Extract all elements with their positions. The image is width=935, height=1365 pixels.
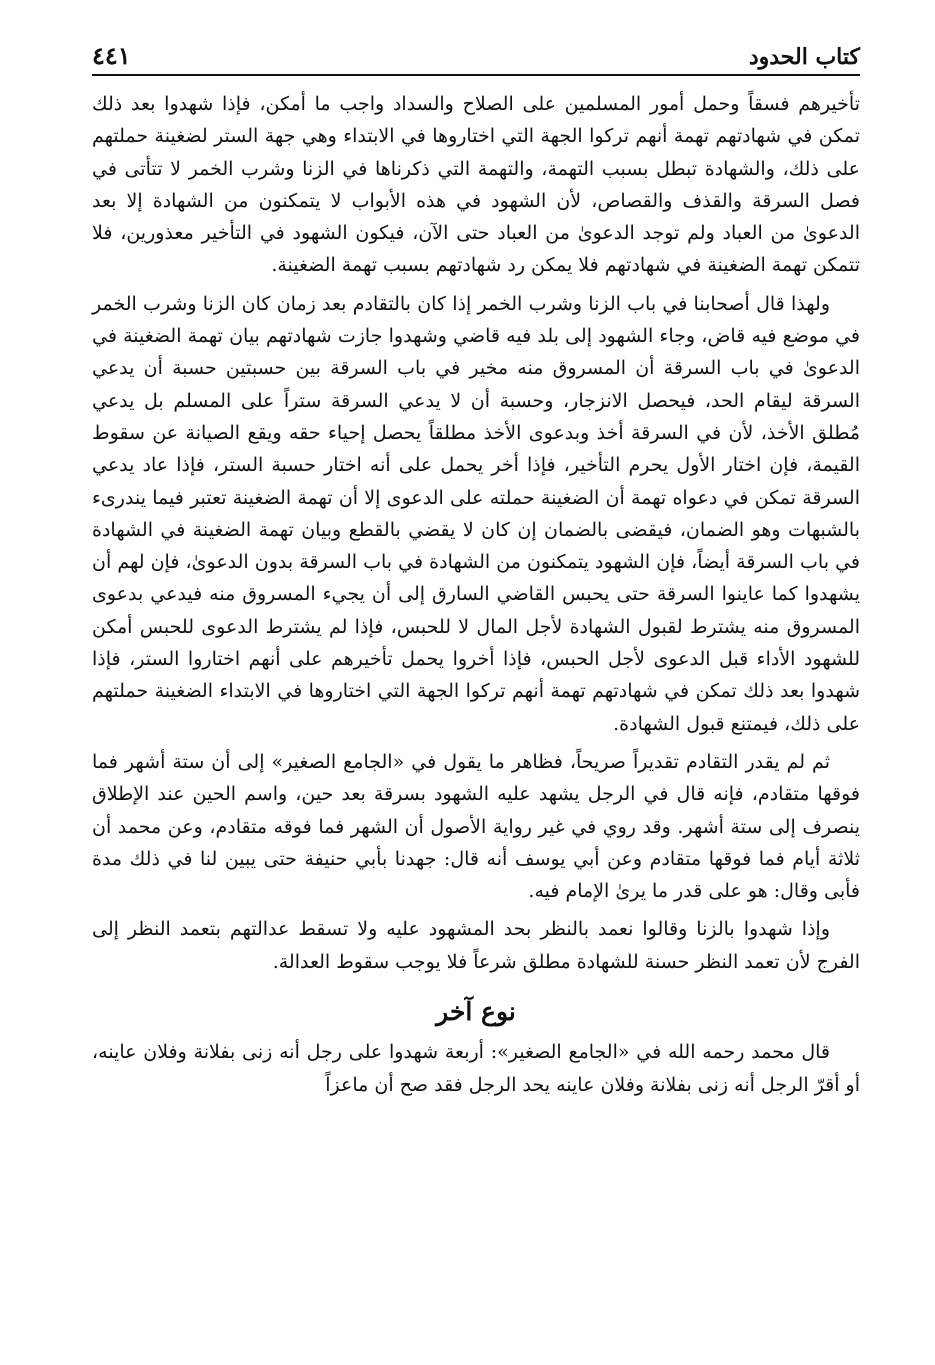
section-heading: نوع آخر xyxy=(436,997,516,1027)
paragraph: تأخيرهم فسقاً وحمل أمور المسلمين على الصلاح والسداد واجب ما أمكن، فإذا شهدوا بعد ذلك تمكن في شهادتهم تهمة أنهم تركوا الجهة التي اختاروها في الابتداء وهي جهة الستر لضغينة حملتهم على ذلك، والشهادة تبطل بسبب التهمة، والتهمة التي ذكرناها في الزنا وشرب الخمر لا تتأتى في فصل السرقة والقذف والقصاص، لأن الشهود في هذه الأبواب لا يتمكنون من الشهادة إلا بعد الدعوىٰ من العباد ولم توجد الدعوىٰ من العباد حتى الآن، فيكون الشهود في التأخير معذورين، فلا تتمكن تهمة الضغينة في شهادتهم فلا يمكن رد شهادتهم بسبب تهمة الضغينة. xyxy=(92,93,860,277)
running-header xyxy=(92,30,860,76)
chapter-title: كتاب الحدود xyxy=(748,44,860,70)
page-number: ٤٤١ xyxy=(92,41,131,70)
paragraph: ولهذا قال أصحابنا في باب الزنا وشرب الخمر إذا كان بالتقادم بعد زمان كان الزنا وشرب الخمر في موضع فيه قاض، وجاء الشهود إلى بلد فيه قاضي وشهدوا جازت شهادتهم بيان تهمة الضغينة في الدعوىٰ في باب السرقة أن المسروق منه مخير في باب السرقة بين حسبتين حسبة أن يدعي السرقة ليقام الحد، فيحصل الانزجار، وحسبة أن لا يدعي السرقة ستراً على المسلم بل يدعي مُطلق الأخذ، لأن في السرقة أخذ وبدعوى الأخذ مطلقاً يحصل إحياء حقه ويقع الصيانة عن سقوط القيمة، فإن اختار الأول يحرم التأخير، فإذا أخر يحمل على أنه اختار حسبة الستر، فإذا عاد يدعي السرقة تمكن في دعواه تهمة أن الضغينة حملته على الدعوى إلا أن تهمة الضغينة تعتبر فيما يندرىء بالشبهات وهو الضمان، فيقضى بالضمان إن كان لا يقضي بالقطع وبيان تهمة الضغينة في الشهادة في باب السرقة أيضاً، فإن الشهود يتمكنون من الشهادة في باب السرقة بدون الدعوىٰ، فإن لهم أن يشهدوا كما عاينوا السرقة حتى يحبس القاضي السارق إلى أن يجيء المسروق منه فيدعي بدعوى المسروق منه يشترط لقبول الشهادة لأجل المال لا للحبس، فإذا لم يشترط الدعوى للحبس أمكن للشهود الأداء قبل الدعوى لأجل الحبس، فإذا أخروا يحمل تأخيرهم على أنهم اختاروا الستر، فإذا شهدوا بعد ذلك تمكن في شهادتهم تهمة أنهم تركوا الجهة التي اختاروها في الابتداء الضغينة حملتهم على ذلك، فيمتنع قبول الشهادة. xyxy=(92,292,860,735)
paragraph: وإذا شهدوا بالزنا وقالوا نعمد بالنظر بحد المشهود عليه ولا تسقط عدالتهم بتعمد النظر إلى الفرج لأن تعمد النظر حسنة للشهادة مطلق شرعاً فلا يوجب سقوط العدالة. xyxy=(92,918,860,973)
paragraph: قال محمد رحمه الله في «الجامع الصغير»: أربعة شهدوا على رجل أنه زنى بفلانة وفلان عاينه، أو أقرّ الرجل أنه زنى بفلانة وفلان عاينه يحد الرجل فقد صح أن ماعزاً xyxy=(92,1041,860,1096)
page-body xyxy=(92,88,860,1107)
paragraph: ثم لم يقدر التقادم تقديراً صريحاً، فظاهر ما يقول في «الجامع الصغير» إلى أن ستة أشهر فما فوقها متقادم، فإنه قال في الرجل يشهد عليه الشهود بسرقة بعد حين، واسم الحين عند الإطلاق ينصرف إلى ستة أشهر. وقد روي في غير رواية الأصول أن الشهر فما فوقه متقادم، وعن محمد أن ثلاثة أيام فما فوقها متقادم وعن أبي يوسف أنه قال: جهدنا بأبي حنيفة حتى يبين لنا في ذلك مدة فأبى وقال: هو على قدر ما يرىٰ الإمام فيه. xyxy=(92,750,860,903)
